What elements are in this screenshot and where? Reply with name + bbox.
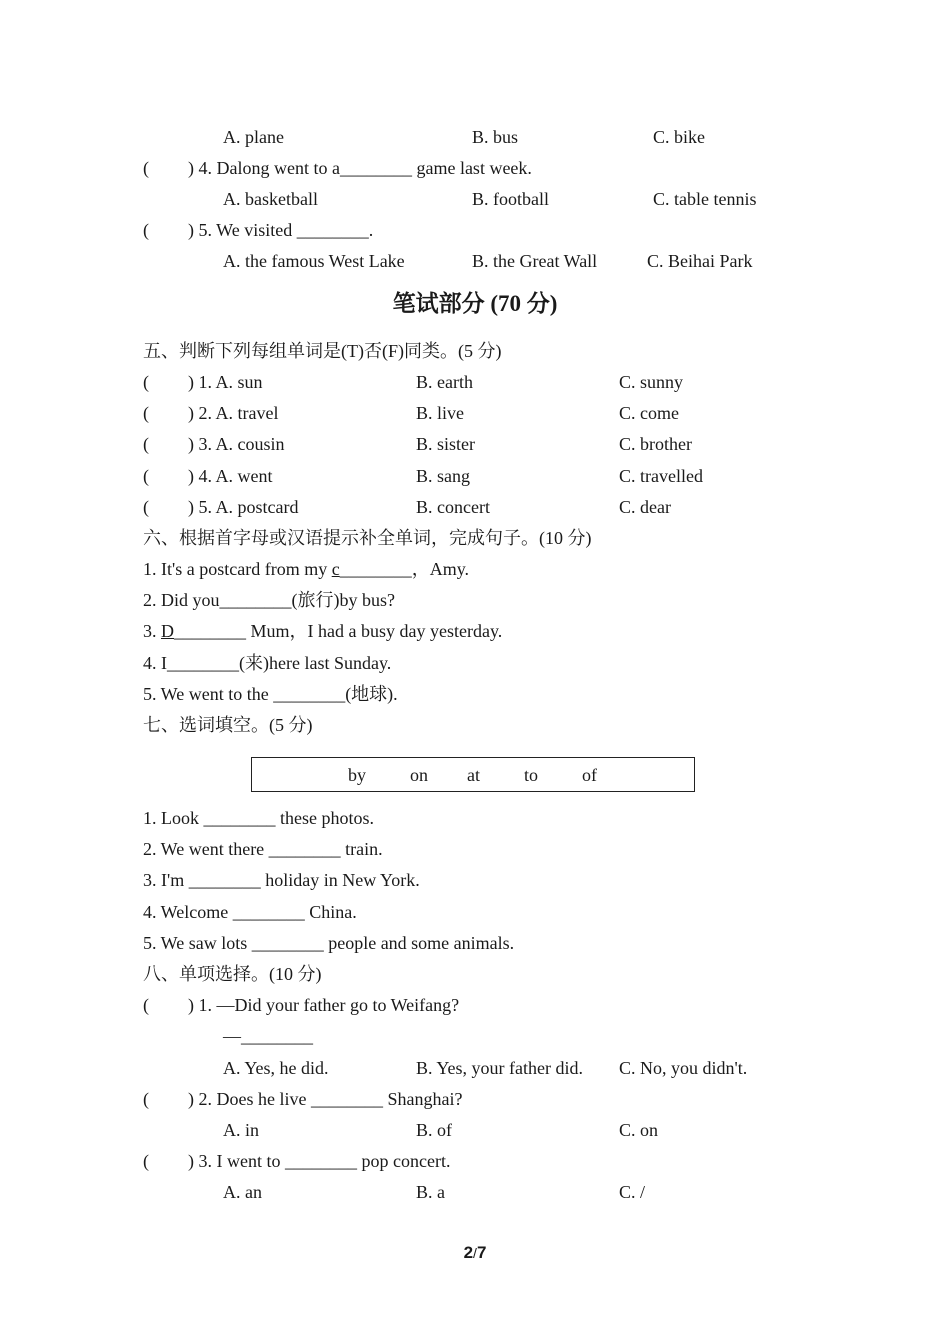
sec6-s1-post: ________，Amy. [339, 559, 470, 579]
sec5-item4-c: C. travelled [619, 466, 703, 486]
sec6-s3-post: ________ Mum，I had a busy day yesterday. [174, 621, 503, 641]
sec8-q2-paren: ( [143, 1089, 149, 1109]
q5-option-c: C. Beihai Park [647, 251, 753, 271]
q4-option-c: C. table tennis [653, 189, 757, 209]
sec6-sentence-4: 4. I________(来)here last Sunday. [143, 653, 392, 673]
sec5-item5-paren: ( [143, 497, 149, 517]
sec6-sentence-2: 2. Did you________(旅行)by bus? [143, 590, 395, 610]
page-sep: / [473, 1245, 477, 1261]
sec8-q3-option-a: A. an [223, 1182, 262, 1202]
word-bank-word: to [524, 765, 539, 785]
sec7-item-5: 5. We saw lots ________ people and some animals. [143, 933, 515, 953]
sec5-item5-b: B. concert [416, 497, 490, 517]
word-bank-word: of [582, 765, 597, 785]
sec5-item2-c: C. come [619, 403, 679, 423]
sec6-heading: 六、根据首字母或汉语提示补全单词，完成句子。(10 分) [143, 528, 592, 548]
sec8-q3-option-c: C. / [619, 1182, 646, 1202]
q4-paren: ( [143, 158, 149, 178]
sec7-item-1: 1. Look ________ these photos. [143, 808, 374, 828]
sec5-item5-c: C. dear [619, 497, 671, 517]
page-number [0, 1243, 950, 1263]
sec8-q1-stem: ) 1. —Did your father go to Weifang? [188, 995, 460, 1015]
sec5-item3-c: C. brother [619, 434, 692, 454]
sec6-sentence-3 [143, 620, 502, 642]
sec8-q1-option-b: B. Yes, your father did. [416, 1058, 583, 1078]
sec5-item3-a: ) 3. A. cousin [188, 434, 285, 454]
sec7-item-4: 4. Welcome ________ China. [143, 902, 357, 922]
q3-option-a: A. plane [223, 127, 284, 147]
sec6-s1-letter: c [331, 559, 340, 579]
sec5-item5-a: ) 5. A. postcard [188, 497, 299, 517]
sec8-q1-paren: ( [143, 995, 149, 1015]
word-bank-word: at [467, 765, 480, 785]
sec8-q3-option-b: B. a [416, 1182, 445, 1202]
sec6-s1-pre: 1. It's a postcard from my [143, 559, 332, 579]
word-bank-word: on [410, 765, 428, 785]
page-total: 7 [476, 1243, 487, 1262]
q4-option-b: B. football [472, 189, 549, 209]
q3-option-c: C. bike [653, 127, 705, 147]
sec8-q1-option-c: C. No, you didn't. [619, 1058, 748, 1078]
sec5-item2-b: B. live [416, 403, 464, 423]
sec6-s3-letter: D [161, 621, 174, 641]
q4-option-a: A. basketball [223, 189, 318, 209]
sec5-item2-paren: ( [143, 403, 149, 423]
sec8-q2-option-c: C. on [619, 1120, 659, 1140]
sec8-q2-stem: ) 2. Does he live ________ Shanghai? [188, 1089, 463, 1109]
sec5-item2-a: ) 2. A. travel [188, 403, 279, 423]
sec7-heading: 七、选词填空。(5 分) [143, 715, 313, 735]
sec6-sentence-1 [143, 558, 469, 580]
sec8-q1-answer-line: —________ [223, 1026, 313, 1046]
sec5-item1-b: B. earth [416, 372, 473, 392]
q5-stem: ) 5. We visited ________. [188, 220, 374, 240]
sec8-q2-option-b: B. of [416, 1120, 452, 1140]
q4-stem: ) 4. Dalong went to a________ game last week. [188, 158, 532, 178]
sec5-item3-b: B. sister [416, 434, 476, 454]
sec8-q2-option-a: A. in [223, 1120, 259, 1140]
q5-paren: ( [143, 220, 149, 240]
sec8-q3-paren: ( [143, 1151, 149, 1171]
sec8-heading: 八、单项选择。(10 分) [143, 964, 322, 984]
sec5-item1-a: ) 1. A. sun [188, 372, 263, 392]
sec5-item4-paren: ( [143, 466, 149, 486]
sec7-item-3: 3. I'm ________ holiday in New York. [143, 870, 420, 890]
sec8-q1-option-a: A. Yes, he did. [223, 1058, 329, 1078]
word-bank-word: by [348, 765, 366, 785]
sec5-item1-c: C. sunny [619, 372, 684, 392]
written-section-title: 笔试部分 (70 分) [392, 291, 558, 316]
sec6-s3-pre: 3. [143, 621, 161, 641]
word-bank-box [251, 757, 695, 792]
q5-option-b: B. the Great Wall [472, 251, 598, 271]
page-current: 2 [463, 1243, 474, 1262]
sec5-heading: 五、判断下列每组单词是(T)否(F)同类。(5 分) [143, 341, 502, 361]
q3-option-b: B. bus [472, 127, 519, 147]
sec5-item3-paren: ( [143, 434, 149, 454]
q5-option-a: A. the famous West Lake [223, 251, 405, 271]
sec5-item4-b: B. sang [416, 466, 470, 486]
sec6-sentence-5: 5. We went to the ________(地球). [143, 684, 398, 704]
sec5-item4-a: ) 4. A. went [188, 466, 273, 486]
sec7-item-2: 2. We went there ________ train. [143, 839, 383, 859]
sec5-item1-paren: ( [143, 372, 149, 392]
sec8-q3-stem: ) 3. I went to ________ pop concert. [188, 1151, 451, 1171]
